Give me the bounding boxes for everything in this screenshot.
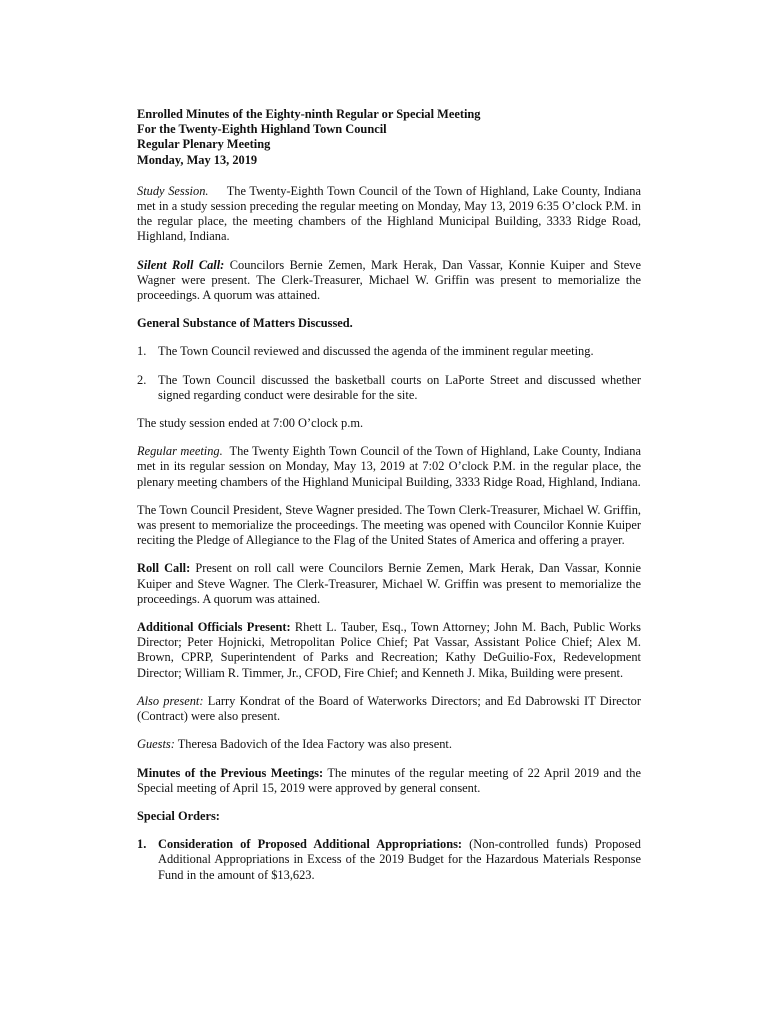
list-item-text [158, 837, 641, 883]
list-item [137, 344, 641, 359]
list-item [137, 373, 641, 403]
guests-lead: Guests: [137, 737, 175, 752]
heading-line-1: Enrolled Minutes of the Eighty-ninth Regular or Special Meeting [137, 107, 481, 121]
study-session-paragraph [137, 184, 641, 245]
document-heading [137, 107, 641, 168]
roll-call-text: Present on roll call were Councilors Bernie Zemen, Mark Herak, Dan Vassar, Konnie Kuiper and Steve Wagner. The Clerk-Treasurer, Michael W. Griffin was present to memorialize the proceedings. A quorum was attained. [137, 561, 641, 606]
study-session-text: The Twenty-Eighth Town Council of the Town of Highland, Lake County, Indiana met in a study session preceding the regular meeting on Monday, May 13, 2019 6:35 O’clock P.M. in the regular place, the meeting chambers of the Highland Municipal Building, 3333 Ridge Road, Highland, Indiana. [137, 183, 641, 244]
additional-officials-text: Rhett L. Tauber, Esq., Town Attorney; John M. Bach, Public Works Director; Peter Hojnicki, Metropolitan Police Chief; Pat Vassar, Assistant Police Chief; Alex M. Brown, CPRP, Superintendent of Parks and Recreation; Kathy DeGuilio-Fox, Redevelopment Director; William R. Timmer, Jr., CFOD, Fire Chief; and Kenneth J. Mika, Building were present. [137, 620, 641, 680]
roll-call-lead: Roll Call: [137, 561, 191, 576]
list-item-number: 2. [137, 372, 147, 387]
list-item-number: 1. [137, 837, 147, 852]
study-session-end: The study session ended at 7:00 O’clock p.m. [137, 416, 364, 431]
special-orders-title: Special Orders: [137, 808, 220, 823]
special-order-lead: Consideration of Proposed Additional Appropriations: [158, 837, 463, 852]
heading-line-2: For the Twenty-Eighth Highland Town Council [137, 122, 387, 137]
study-session-lead: Study Session. [137, 183, 209, 198]
document-page [137, 107, 641, 896]
regular-meeting-text: The Twenty Eighth Town Council of the Town of Highland, Lake County, Indiana met in its regular session on Monday, May 13, 2019 at 7:02 O’clock P.M. in the regular place, the plenary meeting chambers of the Highland Municipal Building, 3333 Ridge Road, Highland, Indiana. [137, 444, 641, 489]
also-present-lead: Also present: [137, 693, 204, 708]
also-present-paragraph [137, 694, 641, 724]
list-item [137, 837, 641, 883]
special-order-text: (Non-controlled funds) Proposed Additional Appropriations in Excess of the 2019 Budget for the Hazardous Materials Response Fund in the amount of $13,623. [158, 837, 641, 882]
list-item-text: The Town Council reviewed and discussed the agenda of the imminent regular meeting. [158, 344, 594, 359]
additional-officials-paragraph [137, 620, 641, 681]
regular-meeting-lead: Regular meeting. [137, 444, 223, 459]
guests-text: Theresa Badovich of the Idea Factory was also present. [177, 737, 452, 752]
general-substance-title: General Substance of Matters Discussed. [137, 316, 353, 331]
heading-line-4: Monday, May 13, 2019 [137, 152, 258, 167]
silent-roll-call-text: Councilors Bernie Zemen, Mark Herak, Dan Vassar, Konnie Kuiper and Steve Wagner were present. The Clerk-Treasurer, Michael W. Griffin was present to memorialize the proceedings. A quorum was attained. [137, 257, 641, 303]
heading-line-3: Regular Plenary Meeting [137, 137, 271, 152]
president-paragraph: The Town Council President, Steve Wagner presided. The Town Clerk-Treasurer, Michael W. Griffin, was present to memorialize the proceedings. The meeting was opened with Councilor Konnie Kuiper reciting the Pledge of Allegiance to the Flag of the United States of America and offering a prayer. [137, 502, 641, 548]
roll-call-paragraph [137, 561, 641, 607]
previous-minutes-lead: Minutes of the Previous Meetings: [137, 765, 324, 780]
also-present-text: Larry Kondrat of the Board of Waterworks Directors; and Ed Dabrowski IT Director (Contract) were also present. [137, 693, 641, 724]
previous-minutes-text: The minutes of the regular meeting of 22 April 2019 and the Special meeting of April 15, 2019 were approved by general consent. [137, 765, 641, 795]
list-item-text: The Town Council discussed the basketball courts on LaPorte Street and discussed whether signed regarding conduct were desirable for the site. [158, 372, 641, 402]
previous-minutes-paragraph [137, 766, 641, 796]
silent-roll-call-paragraph [137, 258, 641, 304]
regular-meeting-paragraph [137, 444, 641, 490]
list-item-number: 1. [137, 344, 147, 359]
additional-officials-lead: Additional Officials Present: [137, 620, 291, 635]
guests-paragraph [137, 737, 641, 752]
silent-roll-call-lead: Silent Roll Call: [137, 257, 225, 272]
